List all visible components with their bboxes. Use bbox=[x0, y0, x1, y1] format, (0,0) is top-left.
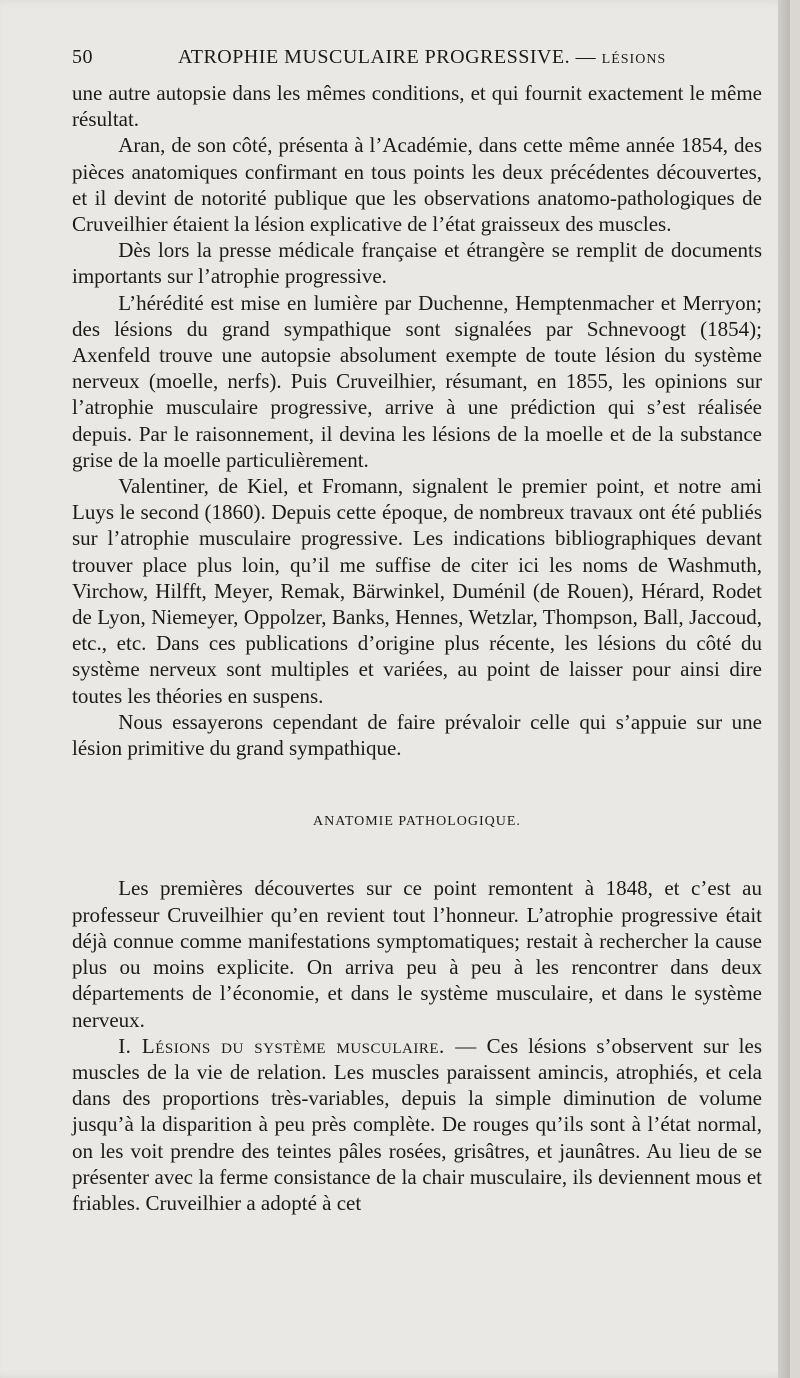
header-section: LÉSIONS bbox=[601, 52, 667, 67]
section-title: ANATOMIE PATHOLOGIQUE. bbox=[313, 814, 521, 830]
paragraph: L’hérédité est mise en lumière par Duchenne, Hemptenmacher et Merryon; des lésions du grand sympathique sont signalées par Schnevoogt (1854); Axenfeld trouve une autopsie absolument exempte de toute lésion du système nerveux (moelle, nerfs). Puis Cruveilhier, résumant, en 1855, les opinions sur l’atrophie musculaire progressive, arrive à une prédiction qui s’est réalisée depuis. Par le raisonnement, il devina les lésions de la moelle et de la substance grise de la moelle particulièrement. bbox=[72, 290, 762, 472]
paragraph: Nous essayerons cependant de faire prévaloir celle qui s’appuie sur une lésion primitive du grand sympathique. bbox=[72, 709, 762, 761]
paragraph: Les premières découvertes sur ce point remontent à 1848, et c’est au professeur Cruveilhier qu’en revient tout l’honneur. L’atrophie progressive était déjà connue comme manifestations symptomatiques; restait à rechercher la cause plus ou moins explicite. On arriva peu à peu à les rencontrer dans deux départements de l’économie, et dans le système musculaire, et dans le système nerveux. bbox=[72, 876, 762, 1032]
subsection-label: I. Lésions du système musculaire. — bbox=[118, 1033, 477, 1058]
page-number: 50 bbox=[72, 46, 93, 68]
running-title bbox=[178, 46, 666, 69]
page-edge bbox=[778, 0, 790, 1378]
paragraph: Aran, de son côté, présenta à l’Académie, dans cette même année 1854, des pièces anatomiques confirmant en tous points les deux précédentes découvertes, et il devint de notorité publique que les observations anatomo-pathologiques de Cruveilhier étaient la lésion explicative de l’état graisseux des muscles. bbox=[72, 133, 762, 237]
subsection-text: Ces lésions s’observent sur les muscles de la vie de relation. Les muscles paraissent amincis, atrophiés, et cela dans des proportions très-variables, depuis la simple diminution de volume jusqu’à la disparition à peu près complète. De rouges qu’ils sont à l’état normal, on les voit prendre des teintes pâles rosées, grisâtres, et jaunâtres. Au lieu de se présenter avec la ferme consistance de la chair musculaire, ils deviennent mous et friables. Cruveilhier a adopté à cet bbox=[72, 1033, 763, 1215]
paragraph-continued: une autre autopsie dans les mêmes conditions, et qui fournit exactement le même résultat. bbox=[72, 81, 762, 132]
paragraph: Valentiner, de Kiel, et Fromann, signalent le premier point, et notre ami Luys le second (1860). Depuis cette époque, de nombreux travaux ont été publiés sur l’atrophie musculaire progressive. Les indications bibliographiques devant trouver place plus loin, qu’il me suffise de citer ici les noms de Washmuth, Virchow, Hilfft, Meyer, Remak, Bärwinkel, Duménil (de Rouen), Hérard, Rodet de Lyon, Niemeyer, Oppolzer, Banks, Hennes, Wetzlar, Thompson, Ball, Jaccoud, etc., etc. Dans ces publications d’origine plus récente, les lésions du côté du système nerveux sont multiples et variées, au point de laisser pour ainsi dire toutes les théories en suspens. bbox=[72, 474, 762, 708]
paragraph-lesions-muscular bbox=[72, 1033, 762, 1216]
header-dash: — bbox=[575, 46, 597, 68]
running-title-text: ATROPHIE MUSCULAIRE PROGRESSIVE. bbox=[178, 46, 571, 68]
body-text bbox=[72, 80, 762, 1216]
running-header bbox=[72, 46, 762, 76]
paragraph: Dès lors la presse médicale française et étrangère se remplit de documents importants sur l’atrophie progressive. bbox=[72, 238, 762, 289]
